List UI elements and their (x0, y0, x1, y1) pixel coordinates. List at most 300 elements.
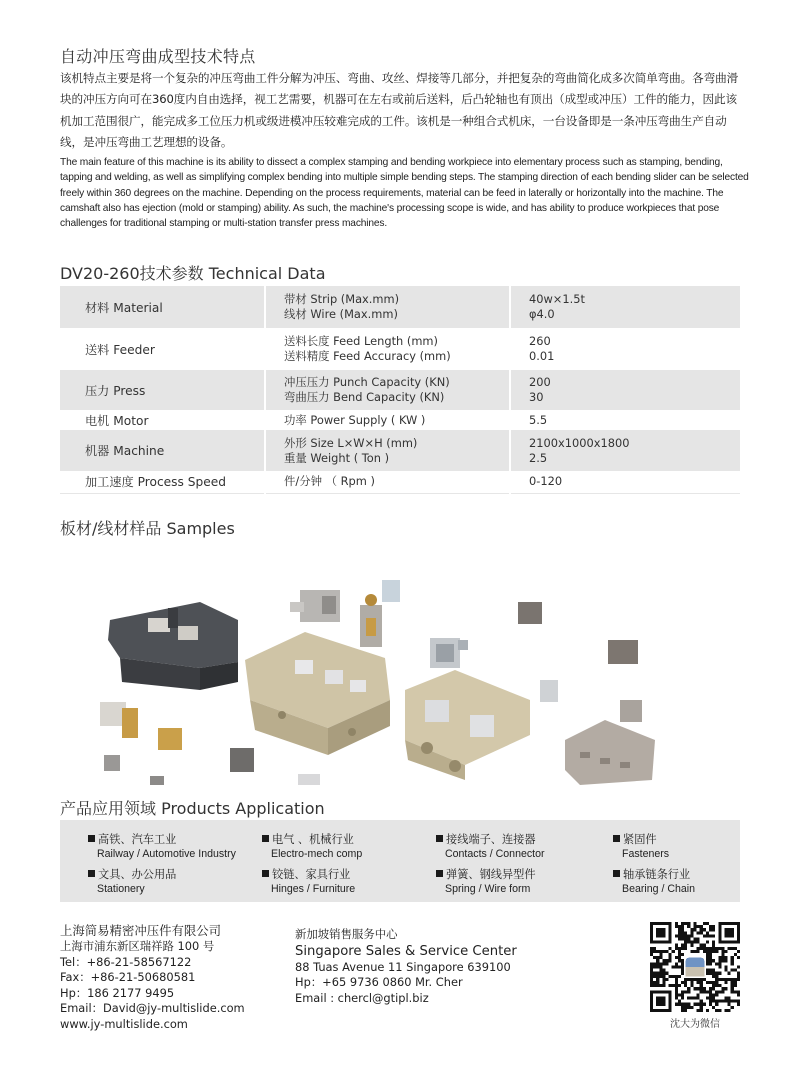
small-part-image (518, 602, 542, 624)
qr-module (650, 981, 653, 984)
qr-module (709, 953, 712, 956)
qr-module (703, 978, 706, 981)
qr-module (681, 944, 684, 947)
qr-module (712, 1000, 715, 1003)
qr-module (709, 962, 712, 965)
qr-module (697, 938, 700, 941)
qr-module (706, 972, 709, 975)
small-part-image (150, 776, 164, 785)
qr-module (734, 984, 737, 987)
qr-module (681, 928, 684, 931)
qr-module (712, 987, 715, 990)
table-row (60, 328, 740, 370)
qr-module (681, 972, 684, 975)
qr-module (709, 1003, 712, 1006)
qr-module (731, 947, 734, 950)
qr-module (721, 959, 724, 962)
qr-module (669, 984, 672, 987)
qr-module (650, 965, 653, 968)
qr-module (706, 922, 709, 925)
qr-module (737, 950, 740, 953)
bullet-icon (88, 835, 95, 842)
qr-module (697, 1003, 700, 1006)
qr-module (675, 965, 678, 968)
qr-module (659, 984, 662, 987)
qr-module (653, 950, 656, 953)
qr-module (724, 1009, 727, 1012)
sg-center-name-en: Singapore Sales & Service Center (295, 943, 517, 959)
qr-module (709, 972, 712, 975)
qr-module (734, 990, 737, 993)
qr-module (715, 950, 718, 953)
qr-module (678, 1003, 681, 1006)
qr-module (718, 1000, 721, 1003)
qr-module (690, 944, 693, 947)
table-row (60, 471, 740, 493)
qr-module (715, 947, 718, 950)
row-value: 2.5 (529, 450, 548, 465)
bullet-icon (262, 835, 269, 842)
qr-module (734, 978, 737, 981)
qr-module (656, 962, 659, 965)
qr-module (721, 978, 724, 981)
qr-module (715, 1000, 718, 1003)
qr-module (656, 959, 659, 962)
qr-module (700, 1006, 703, 1009)
qr-module (684, 1006, 687, 1009)
qr-module (709, 990, 712, 993)
qr-module (700, 978, 703, 981)
row-param: 线材 Wire (Max.mm) (284, 307, 398, 321)
table-row (60, 410, 740, 430)
qr-module (693, 950, 696, 953)
qr-module (703, 934, 706, 937)
qr-module (715, 981, 718, 984)
qr-module (675, 956, 678, 959)
qr-module (653, 947, 656, 950)
application-item: 铰链、家具行业 Hinges / Furniture (262, 868, 355, 896)
qr-module (706, 990, 709, 993)
qr-module (706, 969, 709, 972)
application-title: 产品应用领域 Products Application (60, 799, 325, 818)
qr-module (703, 990, 706, 993)
qr-module (675, 962, 678, 965)
qr-module (672, 975, 675, 978)
qr-module (650, 984, 653, 987)
qr-module (678, 950, 681, 953)
qr-module (709, 928, 712, 931)
row-value: 260 (529, 334, 551, 348)
qr-module (662, 975, 665, 978)
small-part-image (382, 580, 400, 602)
qr-module (712, 969, 715, 972)
qr-module (697, 981, 700, 984)
row-value: 200 (529, 375, 551, 389)
sg-email[interactable]: Email : chercl@gtipl.biz (295, 990, 429, 1005)
qr-module (697, 1009, 700, 1012)
qr-module (681, 962, 684, 965)
qr-module (715, 962, 718, 965)
qr-module (659, 969, 662, 972)
qr-module (728, 1000, 731, 1003)
qr-module (718, 947, 721, 950)
qr-module (669, 953, 672, 956)
company-email[interactable]: Email：David@jy-multislide.com (60, 1001, 245, 1016)
qr-module (669, 959, 672, 962)
bullet-icon (436, 835, 443, 842)
qr-module (712, 944, 715, 947)
qr-module (675, 925, 678, 928)
bullet-icon (613, 870, 620, 877)
qr-module (653, 965, 656, 968)
qr-module (662, 981, 665, 984)
qr-module (731, 978, 734, 981)
qr-module (653, 962, 656, 965)
row-category: 电机 Motor (60, 410, 265, 430)
qr-module (706, 981, 709, 984)
qr-module (715, 975, 718, 978)
qr-module (669, 956, 672, 959)
qr-module (656, 956, 659, 959)
table-row (60, 370, 740, 410)
qr-module (709, 947, 712, 950)
qr-module (693, 925, 696, 928)
qr-module (737, 1003, 740, 1006)
row-category: 加工速度 Process Speed (60, 471, 265, 493)
qr-module (715, 993, 718, 996)
row-value: 0.01 (529, 349, 555, 363)
qr-module (666, 978, 669, 981)
qr-module (656, 975, 659, 978)
singapore-contact (295, 927, 517, 1006)
qr-module (728, 978, 731, 981)
qr-module (662, 969, 665, 972)
qr-module (650, 962, 653, 965)
qr-module (690, 981, 693, 984)
qr-module (678, 934, 681, 937)
qr-module (706, 1009, 709, 1012)
qr-module (656, 950, 659, 953)
qr-module (728, 972, 731, 975)
qr-module (675, 990, 678, 993)
qr-module (681, 981, 684, 984)
row-param: 功率 Power Supply ( KW ) (284, 412, 426, 427)
qr-module (731, 1006, 734, 1009)
qr-module (650, 969, 653, 972)
company-tel: Tel：+86-21-58567122 (60, 954, 192, 969)
qr-module (718, 1009, 721, 1012)
qr-module (709, 925, 712, 928)
row-param: 弯曲压力 Bend Capacity (KN) (284, 390, 445, 404)
row-param: 带材 Strip (Max.mm) (284, 292, 400, 306)
qr-module (681, 1006, 684, 1009)
qr-module (675, 987, 678, 990)
table-row (60, 430, 740, 471)
qr-module (650, 947, 653, 950)
qr-module (690, 941, 693, 944)
row-value: 2100x1000x1800 (529, 435, 630, 450)
qr-module (734, 953, 737, 956)
qr-module (712, 950, 715, 953)
company-website[interactable]: www.jy-multislide.com (60, 1016, 188, 1031)
qr-module (697, 950, 700, 953)
qr-module (709, 996, 712, 999)
qr-module (675, 934, 678, 937)
qr-module (678, 975, 681, 978)
qr-module (681, 925, 684, 928)
qr-module (681, 1009, 684, 1012)
qr-module (718, 972, 721, 975)
qr-module (653, 956, 656, 959)
qr-module (662, 962, 665, 965)
qr-module (737, 956, 740, 959)
qr-module (690, 934, 693, 937)
sg-hp: Hp：+65 9736 0860 Mr. Cher (295, 975, 463, 990)
qr-module (681, 965, 684, 968)
qr-module (703, 1003, 706, 1006)
qr-module (706, 953, 709, 956)
qr-module (687, 1006, 690, 1009)
qr-module (728, 1009, 731, 1012)
application-item: 接线端子、连接器 Contacts / Connector (436, 833, 545, 861)
qr-module (653, 981, 656, 984)
qr-module (700, 1000, 703, 1003)
qr-module (684, 981, 687, 984)
qr-module (721, 987, 724, 990)
qr-module (684, 944, 687, 947)
qr-module (687, 941, 690, 944)
qr-module (662, 959, 665, 962)
application-panel (60, 820, 740, 902)
qr-module (737, 990, 740, 993)
qr-module (675, 944, 678, 947)
small-part-image (104, 755, 120, 771)
qr-module (700, 947, 703, 950)
qr-module (669, 947, 672, 950)
qr-module (678, 938, 681, 941)
qr-module (693, 1003, 696, 1006)
row-param: 外形 Size L×W×H (mm) (284, 435, 418, 450)
qr-module (675, 975, 678, 978)
technical-data-table (60, 286, 740, 494)
row-param: 冲压压力 Punch Capacity (KN) (284, 375, 450, 389)
qr-module (712, 996, 715, 999)
qr-module (653, 972, 656, 975)
qr-module (693, 941, 696, 944)
qr-module (697, 978, 700, 981)
qr-module (703, 947, 706, 950)
row-value: 5.5 (529, 412, 548, 427)
qr-module (650, 978, 653, 981)
application-item: 文具、办公用品 Stationery (88, 868, 176, 896)
qr-module (681, 953, 684, 956)
qr-module (690, 950, 693, 953)
application-item: 紧固件 Fasteners (613, 833, 669, 861)
qr-module (731, 984, 734, 987)
qr-module (687, 922, 690, 925)
qr-module (653, 975, 656, 978)
qr-module (659, 950, 662, 953)
qr-module (697, 947, 700, 950)
qr-module (724, 996, 727, 999)
qr-module (678, 984, 681, 987)
features-paragraph-en: The main feature of this machine is its ability to dissect a complex stamping and bending workpiece into elementary process such as stamping, bending, tapping and welding, as well as simplifying complex bending into multiple simple bending steps. The stamping direction of each bending slider can be selected freely within 360 degrees on the machine. Depending on the process requirements, material can be feed in laterally or horizontally into the machine. The camshaft also has ejection (mold or stamping) ability. As such, the machine's processing scope is wide, and has ability to produce workpieces that pose challenges for traditional stamping or multi-station transfer press machines. (60, 157, 749, 230)
row-category: 机器 Machine (60, 430, 265, 471)
row-value: φ4.0 (529, 307, 555, 321)
qr-module (684, 978, 687, 981)
qr-module (650, 950, 653, 953)
qr-module (721, 950, 724, 953)
qr-module (693, 928, 696, 931)
qr-module (737, 975, 740, 978)
qr-module (653, 984, 656, 987)
qr-module (681, 931, 684, 934)
qr-module (693, 922, 696, 925)
qr-module (684, 984, 687, 987)
qr-module (724, 1000, 727, 1003)
qr-module (678, 959, 681, 962)
qr-module (731, 987, 734, 990)
qr-module (678, 931, 681, 934)
qr-module (659, 956, 662, 959)
qr-module (672, 984, 675, 987)
qr-module (662, 984, 665, 987)
qr-module (703, 987, 706, 990)
qr-module (712, 925, 715, 928)
qr-module (715, 978, 718, 981)
qr-module (690, 931, 693, 934)
qr-module (650, 975, 653, 978)
qr-module (678, 993, 681, 996)
qr-module (687, 990, 690, 993)
qr-module (656, 978, 659, 981)
qr-module (712, 972, 715, 975)
qr-module (687, 1003, 690, 1006)
qr-module (659, 953, 662, 956)
qr-module (678, 965, 681, 968)
qr-module (737, 972, 740, 975)
qr-module (666, 972, 669, 975)
qr-module (672, 950, 675, 953)
qr-module (712, 934, 715, 937)
sg-center-name-zh: 新加坡销售服务中心 (295, 927, 398, 941)
application-item: 高铁、汽车工业 Railway / Automotive Industry (88, 833, 236, 861)
qr-module (666, 959, 669, 962)
qr-module (684, 1009, 687, 1012)
qr-module (724, 956, 727, 959)
bullet-icon (262, 870, 269, 877)
qr-module (681, 959, 684, 962)
qr-module (731, 962, 734, 965)
qr-module (656, 981, 659, 984)
qr-module (690, 984, 693, 987)
qr-module (693, 938, 696, 941)
qr-module (700, 984, 703, 987)
brass-part-image (122, 708, 138, 738)
qr-module (706, 959, 709, 962)
qr-module (666, 950, 669, 953)
qr-module (731, 1000, 734, 1003)
qr-module (662, 950, 665, 953)
qr-module (709, 950, 712, 953)
qr-module (737, 978, 740, 981)
qr-module (721, 953, 724, 956)
bullet-icon (436, 870, 443, 877)
qr-module (724, 950, 727, 953)
qr-module (737, 1000, 740, 1003)
qr-module (687, 987, 690, 990)
qr-module (684, 931, 687, 934)
qr-module (709, 993, 712, 996)
features-paragraph-zh: 该机特点主要是将一个复杂的冲压弯曲工件分解为冲压、弯曲、攻丝、焊接等几部分，并把复杂的弯曲简化成多次简单弯曲。各弯曲滑块的冲压方向可在360度内自由选择，视工艺需要，机器可在左右或前后送料，后凸轮轴也有顶出（成型或冲压）工件的能力，因此该机加工范围很广，能完成多工位压力机或级进模冲压较难完成的工件。该机是一种组合式机床，一台设备即是一条冲压弯曲生产自动线，是冲压弯曲工艺理想的设备。 (60, 71, 739, 150)
qr-module (706, 962, 709, 965)
qr-module (715, 972, 718, 975)
small-part-image (298, 774, 320, 785)
qr-module (675, 947, 678, 950)
qr-module (724, 978, 727, 981)
qr-module (693, 978, 696, 981)
qr-module (712, 993, 715, 996)
qr-module (656, 965, 659, 968)
wechat-qr-code (650, 922, 740, 1012)
qr-module (721, 956, 724, 959)
qr-module (678, 956, 681, 959)
qr-module (697, 987, 700, 990)
qr-module (675, 984, 678, 987)
application-item: 电气 、机械行业 Electro-mech comp (262, 833, 362, 861)
qr-module (697, 925, 700, 928)
qr-module (684, 938, 687, 941)
qr-module (724, 981, 727, 984)
samples-title: 板材/线材样品 Samples (60, 519, 235, 538)
qr-module (734, 1000, 737, 1003)
qr-module (709, 987, 712, 990)
qr-module (703, 950, 706, 953)
qr-module (724, 969, 727, 972)
qr-caption: 沈大为微信 (670, 1019, 720, 1030)
technical-data-title: DV20-260技术参数 Technical Data (60, 264, 326, 283)
qr-module (675, 922, 678, 925)
qr-module (731, 969, 734, 972)
qr-module (681, 969, 684, 972)
shanghai-contact (60, 922, 245, 1033)
qr-module (687, 996, 690, 999)
qr-module (731, 959, 734, 962)
qr-module (703, 944, 706, 947)
qr-module (712, 1006, 715, 1009)
qr-module (709, 969, 712, 972)
qr-module (712, 981, 715, 984)
qr-module (687, 934, 690, 937)
qr-module (659, 962, 662, 965)
qr-module (700, 981, 703, 984)
samples-photo (60, 540, 740, 785)
qr-module (700, 944, 703, 947)
company-hp: Hp：186 2177 9495 (60, 985, 175, 1000)
application-item: 弹簧、钢线异型件 Spring / Wire form (436, 868, 536, 896)
qr-module (712, 941, 715, 944)
qr-module (669, 975, 672, 978)
qr-module (700, 1003, 703, 1006)
qr-module (709, 981, 712, 984)
qr-module (718, 978, 721, 981)
qr-module (706, 996, 709, 999)
qr-module (731, 981, 734, 984)
qr-module (681, 934, 684, 937)
qr-module (659, 975, 662, 978)
row-value: 40w×1.5t (529, 292, 585, 306)
qr-module (675, 996, 678, 999)
